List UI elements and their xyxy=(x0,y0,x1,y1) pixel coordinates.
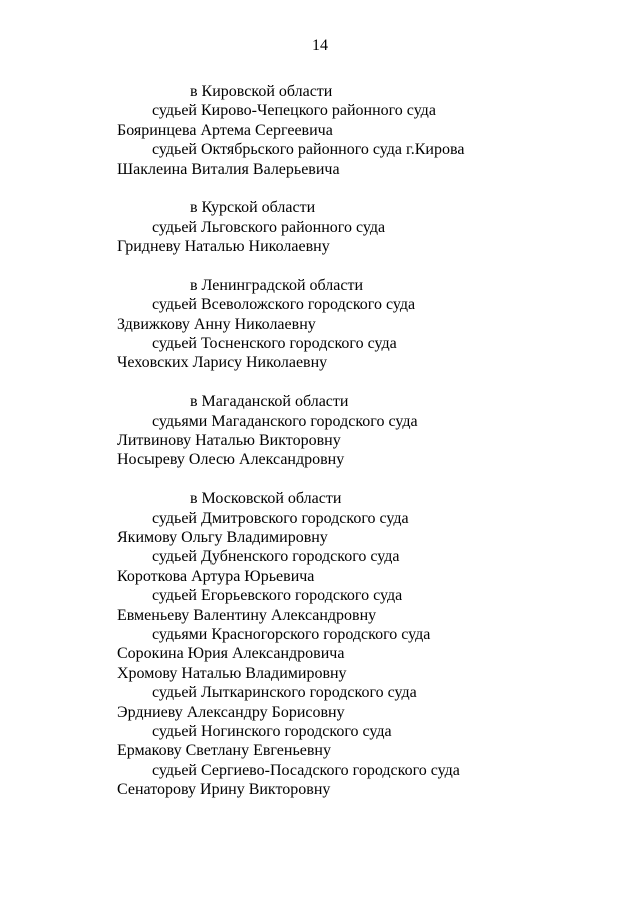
region-block xyxy=(0,198,640,256)
document-body xyxy=(0,82,640,799)
judge-name: Евменьеву Валентину Александровну xyxy=(117,606,377,624)
court-line: судьей Дубненского городского суда xyxy=(152,548,400,566)
block-spacer xyxy=(0,257,640,276)
judge-name: Короткова Артура Юрьевича xyxy=(117,567,315,585)
judge-name: Чеховских Ларису Николаевну xyxy=(117,354,328,372)
court-line: судьей Егорьевского городского суда xyxy=(152,587,403,605)
court-line: судьей Сергиево-Посадского городского суда xyxy=(152,761,460,779)
region-block xyxy=(0,82,640,179)
judge-name: Хромову Наталью Владимировну xyxy=(117,664,347,682)
court-line: судьей Тосненского городского суда xyxy=(152,335,397,353)
judge-name: Гридневу Наталью Николаевну xyxy=(117,238,330,256)
judge-name: Носыреву Олесю Александровну xyxy=(117,451,345,469)
court-line: судьей Дмитровского городского суда xyxy=(152,509,409,527)
page-number: 14 xyxy=(312,37,328,54)
judge-name: Ермакову Светлану Евгеньевну xyxy=(117,742,331,760)
court-line: судьей Октябрьского районного суда г.Кирова xyxy=(152,141,465,159)
court-line: судьей Кирово-Чепецкого районного суда xyxy=(152,102,436,120)
court-line: судьей Всеволожского городского суда xyxy=(152,296,416,314)
region-heading: в Московской области xyxy=(190,490,342,508)
judge-name: Эрдниеву Александру Борисовну xyxy=(117,703,345,721)
court-line: судьями Красногорского городского суда xyxy=(152,625,431,643)
judge-name: Сорокина Юрия Александровича xyxy=(117,645,345,663)
court-line: судьями Магаданского городского суда xyxy=(152,412,418,430)
judge-name: Якимову Ольгу Владимировну xyxy=(117,528,328,546)
judge-name: Бояринцева Артема Сергеевича xyxy=(117,121,333,139)
region-block xyxy=(0,392,640,470)
region-block xyxy=(0,489,640,799)
region-heading: в Ленинградской области xyxy=(190,276,363,294)
court-line: судьей Ногинского городского суда xyxy=(152,722,392,740)
judge-name: Шаклеина Виталия Валерьевича xyxy=(117,160,340,178)
region-heading: в Магаданской области xyxy=(190,393,349,411)
judge-name: Здвижкову Анну Николаевну xyxy=(117,315,316,333)
block-spacer xyxy=(0,179,640,198)
region-heading: в Кировской области xyxy=(190,83,333,100)
judge-name: Сенаторову Ирину Викторовну xyxy=(117,781,331,799)
region-heading: в Курской области xyxy=(190,199,316,217)
block-spacer xyxy=(0,373,640,392)
court-line: судьей Льговского районного суда xyxy=(152,218,386,236)
region-block xyxy=(0,276,640,373)
judge-name: Литвинову Наталью Викторовну xyxy=(117,432,341,450)
court-line: судьей Лыткаринского городского суда xyxy=(152,684,417,702)
block-spacer xyxy=(0,470,640,489)
